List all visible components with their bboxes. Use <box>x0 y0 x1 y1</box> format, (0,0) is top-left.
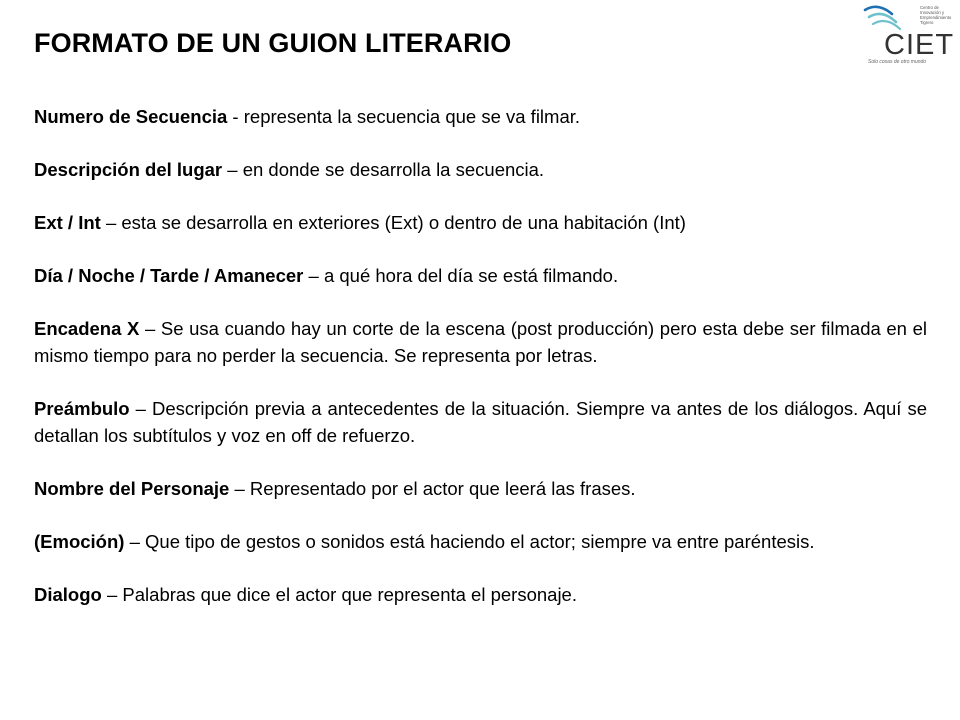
definition-item <box>34 475 927 502</box>
definition-text: Que tipo de gestos o sonidos está haciendo el actor; siempre va entre paréntesis. <box>145 531 815 552</box>
definition-term: (Emoción) <box>34 531 125 552</box>
logo-tagline-2: Innovación y <box>920 10 945 15</box>
logo-tagline-4: Tigrero <box>920 20 934 25</box>
logo-wordmark: CIET <box>884 29 955 61</box>
definition-separator: – <box>100 212 122 233</box>
definition-term: Ext / Int <box>34 212 101 233</box>
definition-text: Descripción previa a antecedentes de la situación. Siempre va antes de los diálogos. Aquí se detallan los subtítulos y voz en off de refuerzo. <box>34 398 927 446</box>
definition-item <box>34 262 927 289</box>
ciet-logo <box>862 0 960 70</box>
definition-text: Se usa cuando hay un corte de la escena (post producción) pero esta debe ser filmada en el mismo tiempo para no perder la secuencia. Se representa por letras. <box>34 318 927 366</box>
definition-text: a qué hora del día se está filmando. <box>323 265 619 286</box>
definition-term: Numero de Secuencia <box>34 106 228 127</box>
definition-text: Palabras que dice el actor que representa el personaje. <box>122 584 577 605</box>
definition-separator: – <box>229 478 250 499</box>
definition-item <box>34 209 927 236</box>
definition-term: Descripción del lugar <box>34 159 223 180</box>
definition-separator: – <box>129 398 153 419</box>
definition-separator: – <box>101 584 123 605</box>
definition-item <box>34 395 927 449</box>
definition-separator: – <box>124 531 146 552</box>
definition-separator: - <box>227 106 244 127</box>
definition-text: en donde se desarrolla la secuencia. <box>242 159 545 180</box>
definition-separator: – <box>303 265 324 286</box>
definition-item <box>34 581 927 608</box>
definition-item <box>34 528 927 555</box>
definition-term: Dialogo <box>34 584 102 605</box>
definition-separator: – <box>139 318 161 339</box>
definition-term: Encadena X <box>34 318 140 339</box>
definition-item <box>34 315 927 369</box>
logo-tagline-3: Emprendimiento <box>920 15 952 20</box>
definitions-list <box>34 103 927 634</box>
logo-slogan: Solo cosas de otro mundo <box>868 59 927 65</box>
definition-text: representa la secuencia que se va filmar. <box>243 106 581 127</box>
definition-term: Nombre del Personaje <box>34 478 230 499</box>
definition-item <box>34 103 927 130</box>
logo-tagline-1: Centro de <box>920 5 939 10</box>
definition-text: esta se desarrolla en exteriores (Ext) o dentro de una habitación (Int) <box>121 212 686 233</box>
slide-title: FORMATO DE UN GUION LITERARIO <box>34 28 512 58</box>
definition-term: Día / Noche / Tarde / Amanecer <box>34 265 304 286</box>
definition-term: Preámbulo <box>34 398 130 419</box>
definition-item <box>34 156 927 183</box>
definition-text: Representado por el actor que leerá las frases. <box>249 478 636 499</box>
definition-separator: – <box>222 159 243 180</box>
